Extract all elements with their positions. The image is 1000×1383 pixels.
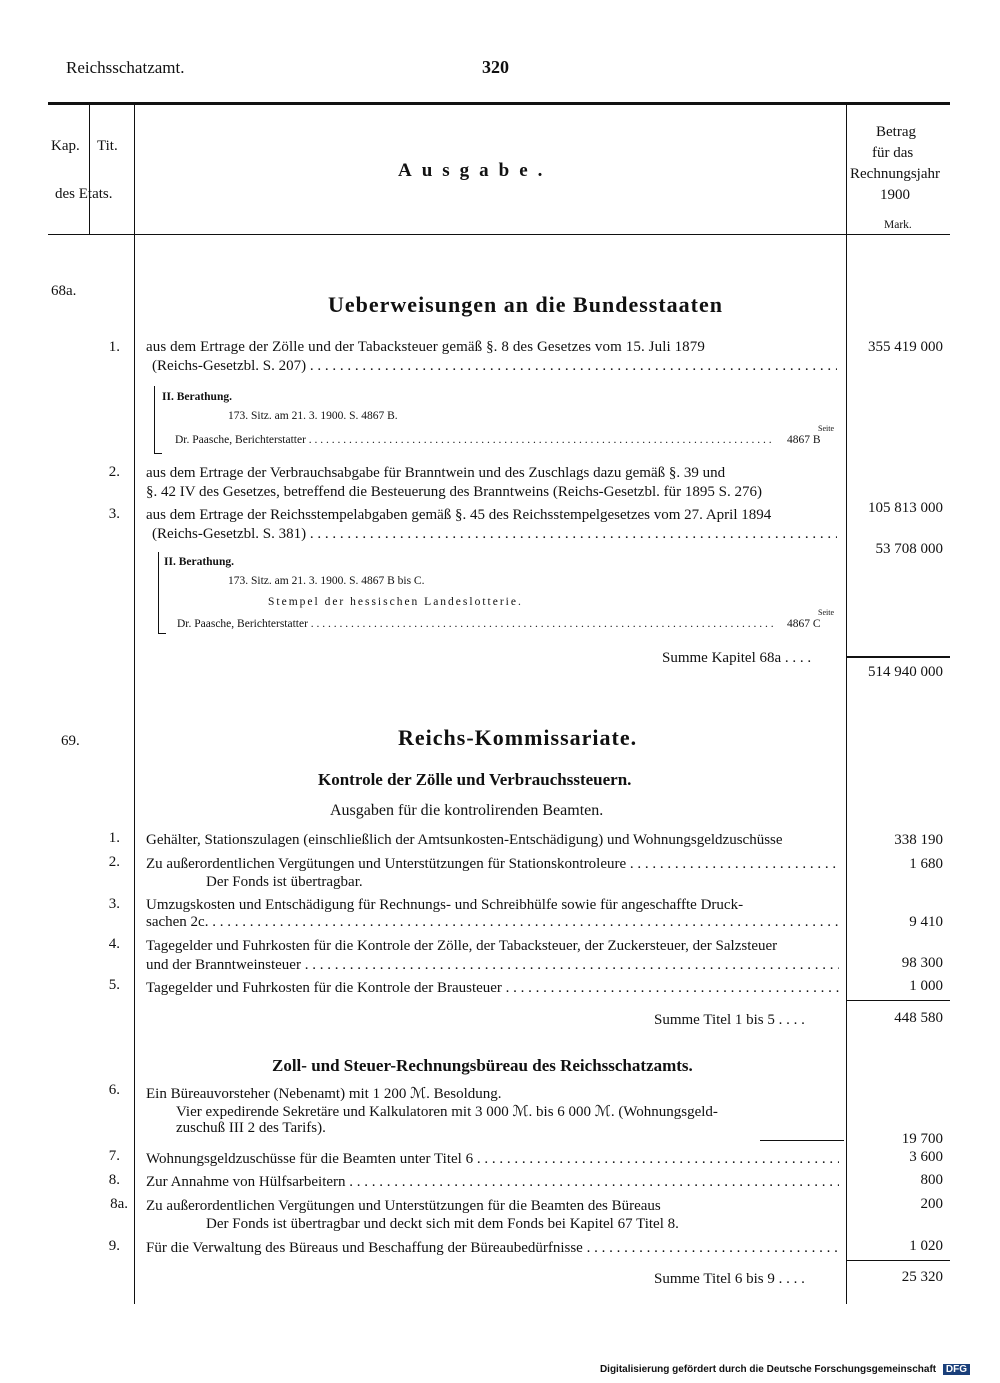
berathung-2-page: 4867 C [787, 618, 821, 630]
summe-69-2-label: Summe Titel 6 bis 9 . . . . [654, 1271, 805, 1287]
bracket-2-v [158, 552, 159, 634]
col-kap: Kap. [51, 138, 80, 154]
tit-68a-3: 3. [108, 506, 120, 522]
text-68a-3-l1: aus dem Ertrage der Reichsstempelabgaben gemäß §. 45 des Reichsstempelgesetzes vom 27. April 1894 [146, 507, 772, 523]
summe-69-1-label: Summe Titel 1 bis 5 . . . . [654, 1012, 805, 1028]
amount-69-8: 800 [920, 1172, 943, 1188]
text-68a-1-l1: aus dem Ertrage der Zölle und der Tabacksteuer gemäß §. 8 des Gesetzes vom 15. Juli 1879 [146, 339, 705, 355]
amount-69-4: 98 300 [901, 955, 943, 971]
section-subsub-69: Ausgaben für die kontrolirenden Beamten. [330, 802, 604, 819]
col-tit: Tit. [97, 138, 118, 154]
col-des-etats: des Etats. [55, 186, 113, 202]
amount-69-6: 19 700 [901, 1131, 943, 1147]
text-69-6-l3: zuschuß III 2 des Tarifs). [176, 1120, 326, 1136]
berathung-2-head: II. Berathung. [164, 556, 234, 568]
berathung-2-seite: Seite [818, 608, 834, 617]
berathung-1-page: 4867 B [787, 434, 821, 446]
tit-69-1: 1. [108, 830, 120, 846]
footer-text: Digitalisierung gefördert durch die Deutsche Forschungsgemeinschaft [599, 1364, 937, 1375]
amount-68a-2: 105 813 000 [868, 500, 943, 516]
text-69-1: Gehälter, Stationszulagen (einschließlich der Amtsunkosten-Entschädigung) und Wohnungsgeldzuschüsse [146, 832, 783, 848]
text-69-8a-l2: Der Fonds ist übertragbar und deckt sich mit dem Fonds bei Kapitel 67 Titel 8. [206, 1216, 679, 1232]
berathung-2-sitz: 173. Sitz. am 21. 3. 1900. S. 4867 B bis C. [228, 575, 425, 587]
text-69-2-l1: Zu außerordentlichen Vergütungen und Unterstützungen für Stationskontroleure . . . [146, 856, 839, 873]
text-69-9: Für die Verwaltung des Büreaus und Beschaffung der Büreaubedürfnisse . . . [146, 1240, 839, 1257]
amount-68a-3: 53 708 000 [875, 541, 943, 557]
amount-69-8a: 200 [920, 1196, 943, 1212]
summe-68a: 514 940 000 [868, 664, 943, 680]
berathung-1-head: II. Berathung. [162, 391, 232, 403]
section-title-69: Reichs-Kommissariate. [398, 725, 638, 750]
col-betrag-4: 1900 [880, 187, 910, 203]
col-betrag-1: Betrag [876, 124, 916, 140]
amount-69-2: 1 680 [909, 856, 943, 872]
text-68a-1-l2: (Reichs-Gesetzbl. S. 207) . . . [152, 358, 837, 375]
summe-69-2: 25 320 [901, 1269, 943, 1285]
kap-69: 69. [61, 733, 80, 749]
tit-69-9: 9. [108, 1238, 120, 1254]
text-69-4-l1: Tagegelder und Fuhrkosten für die Kontrole der Zölle, der Tabacksteuer, der Zuckersteuer, der Salzsteuer [146, 938, 778, 954]
running-header: Reichsschatzamt. [66, 58, 185, 77]
text-69-6-l2: Vier expedirende Sekretäre und Kalkulatoren mit 3 000 ℳ. bis 6 000 ℳ. (Wohnungsgeld- [176, 1104, 718, 1120]
subtotal-rule-69-6 [760, 1140, 844, 1141]
amount-69-9: 1 020 [909, 1238, 943, 1254]
berathung-2-note: Stempel der hessischen Landeslotterie. [268, 596, 523, 608]
col-rule-amount [846, 104, 847, 1304]
bracket-2-h [158, 633, 166, 634]
amount-68a-1: 355 419 000 [868, 339, 943, 355]
tit-69-3: 3. [108, 896, 120, 912]
page-number: 320 [482, 57, 509, 77]
amount-69-5: 1 000 [909, 978, 943, 994]
text-69-2-l2: Der Fonds ist übertragbar. [206, 874, 363, 890]
section-title-68a: Ueberweisungen an die Bundesstaaten [328, 292, 723, 317]
berathung-2-ref: Dr. Paasche, Berichterstatter . . . [177, 618, 775, 630]
tit-69-7: 7. [108, 1148, 120, 1164]
summe-69-1: 448 580 [894, 1010, 943, 1026]
amount-69-7: 3 600 [909, 1149, 943, 1165]
sum-rule-68a [847, 656, 950, 658]
col-betrag-3: Rechnungsjahr [850, 166, 940, 182]
dfg-logo-icon: DFG [943, 1364, 970, 1375]
text-68a-3-l2: (Reichs-Gesetzbl. S. 381) . . . [152, 526, 837, 543]
kap-68a: 68a. [51, 283, 77, 299]
dfg-footer [600, 1364, 970, 1375]
text-69-8a-l1: Zu außerordentlichen Vergütungen und Unterstützungen für die Beamten des Büreaus [146, 1198, 661, 1214]
section-title-rechnungsbureau: Zoll- und Steuer-Rechnungsbüreau des Reichsschatzamts. [272, 1056, 693, 1075]
text-69-3-l1: Umzugskosten und Entschädigung für Rechnungs- und Schreibhülfe sowie für angeschaffte Druck- [146, 897, 744, 913]
tit-69-4: 4. [108, 936, 120, 952]
top-rule [48, 102, 950, 105]
summe-68a-label: Summe Kapitel 68a . . . . [662, 650, 812, 666]
col-betrag-2: für das [872, 145, 914, 161]
amount-69-1: 338 190 [894, 832, 943, 848]
bracket-1-v [154, 386, 155, 454]
sum-rule-69-2 [847, 1260, 950, 1261]
tit-69-8a: 8a. [110, 1196, 128, 1212]
berathung-1-sitz: 173. Sitz. am 21. 3. 1900. S. 4867 B. [228, 410, 398, 422]
tit-69-2: 2. [108, 854, 120, 870]
tit-69-8: 8. [108, 1172, 120, 1188]
text-68a-2-l2: §. 42 IV des Gesetzes, betreffend die Besteuerung des Branntweins (Reichs-Gesetzbl. für 1895 S. 276) [146, 484, 762, 500]
col-ausgabe: Ausgabe. [398, 160, 553, 181]
sum-rule-69-1 [847, 1000, 950, 1001]
text-69-4-l2: und der Branntweinsteuer . . . [146, 957, 839, 974]
col-rule-kap [89, 104, 90, 235]
tit-68a-1: 1. [108, 339, 120, 355]
col-mark: Mark. [884, 219, 912, 231]
col-rule-tit [134, 104, 135, 1304]
text-68a-2-l1: aus dem Ertrage der Verbrauchsabgabe für Branntwein und des Zuschlags dazu gemäß §. 39 und [146, 465, 726, 481]
tit-69-6: 6. [108, 1082, 120, 1098]
amount-69-3: 9 410 [909, 914, 943, 930]
header-bottom-rule [48, 234, 950, 235]
berathung-1-ref: Dr. Paasche, Berichterstatter . . . [175, 434, 775, 446]
text-69-5: Tagegelder und Fuhrkosten für die Kontrole der Brausteuer . . . [146, 980, 839, 997]
tit-68a-2: 2. [108, 464, 120, 480]
text-69-6-l1: Ein Büreauvorsteher (Nebenamt) mit 1 200 ℳ. Besoldung. [146, 1086, 502, 1102]
bracket-1-h [154, 453, 162, 454]
text-69-3-l2: sachen 2c. . . . [146, 914, 839, 931]
text-69-7: Wohnungsgeldzuschüsse für die Beamten unter Titel 6 . . . [146, 1151, 839, 1168]
berathung-1-seite: Seite [818, 424, 834, 433]
text-69-8: Zur Annahme von Hülfsarbeitern . . . [146, 1174, 839, 1191]
tit-69-5: 5. [108, 977, 120, 993]
section-subtitle-69: Kontrole der Zölle und Verbrauchssteuern. [318, 770, 632, 789]
